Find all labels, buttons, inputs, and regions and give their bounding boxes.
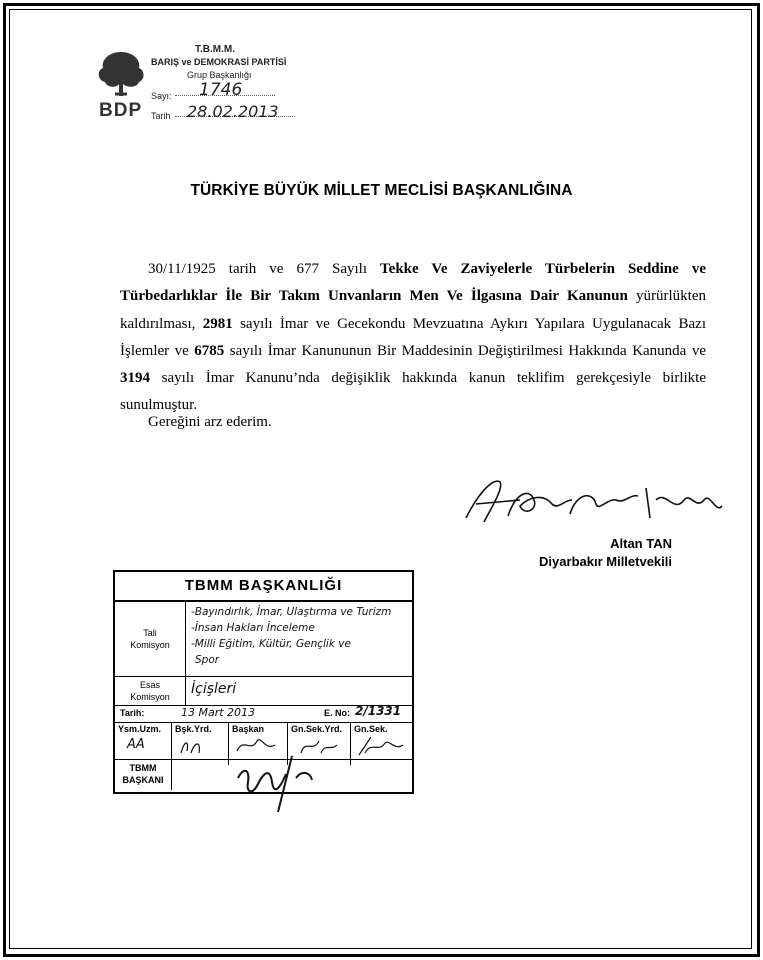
tarih-value: 28.02.2013 <box>187 102 279 121</box>
group-office: Grup Başkanlığı <box>187 70 252 80</box>
stamp-tarih-value: 13 Mart 2013 <box>181 706 256 719</box>
tali-entry-2: -İnsan Hakları İnceleme <box>191 622 315 634</box>
bdp-logo-text: BDP <box>99 100 143 121</box>
party-name: BARIŞ ve DEMOKRASİ PARTİSİ <box>151 57 287 67</box>
document-body <box>120 256 706 420</box>
sayi-label: Sayı: <box>151 91 172 101</box>
ysm-cell: Ysm.Uzm. AA <box>115 723 172 765</box>
sayi-value: 1746 <box>199 80 243 100</box>
esas-komisyon-row <box>115 677 412 706</box>
esas-komisyon-label: Esas Komisyon <box>130 680 170 702</box>
baskan-cell: Başkan <box>229 723 288 765</box>
tarih-row <box>115 706 412 723</box>
tbmm-label: T.B.M.M. <box>195 44 235 55</box>
signer-block <box>497 535 672 571</box>
tbmm-baskani-label: TBMM BAŞKANI <box>122 763 164 785</box>
party-header <box>95 40 315 130</box>
signer-name: Altan TAN <box>610 536 672 551</box>
tarih-label: Tarih <box>151 111 171 121</box>
tali-komisyon-label: Tali Komisyon <box>130 628 170 650</box>
body-paragraph: 30/11/1925 tarih ve 677 Sayılı Tekke Ve Zaviyelerle Türbelerin Seddine ve Türbedarlıklar İle Bir Takım Unvanların Men Ve İlgasına Dair Kanunun yürürlükten kaldırılması, 2981 sayılı İmar ve Gecekondu Mevzuatına Aykırı Yapılara Uygulanacak Bazı İşlemler ve 6785 sayılı İmar Kanununun Bir Maddesinin Değiştirilmesi Hakkında Kanunda ve 3194 sayılı İmar Kanunu’nda değişiklik hakkında kanun teklifim gerekçesiyle birlikte sunulmuştur. <box>120 261 707 414</box>
tali-entry-4: Spor <box>195 654 220 666</box>
gnsek-cell: Gn.Sek. <box>354 724 388 734</box>
closing-line: Gereğini arz ederim. <box>148 414 272 430</box>
tali-komisyon-row <box>115 602 412 677</box>
stamp-tarih-label: Tarih: <box>120 708 145 718</box>
stamp-title: TBMM BAŞKANLIĞI <box>115 572 412 602</box>
tree-logo-icon <box>95 48 147 98</box>
eno-label: E. No: <box>324 708 350 718</box>
ysm-value: AA <box>127 737 145 752</box>
gnsek-yrd-cell: Gn.Sek.Yrd. <box>288 723 351 765</box>
handwritten-signature <box>460 470 730 530</box>
bsk-yrd-cell: Bşk.Yrd. <box>172 723 229 765</box>
president-signature <box>230 748 320 818</box>
document-title: TÜRKİYE BÜYÜK MİLLET MECLİSİ BAŞKANLIĞINA <box>190 182 573 199</box>
signer-role: Diyarbakır Milletvekili <box>539 554 672 569</box>
esas-komisyon-value: İçişleri <box>191 681 237 697</box>
tali-entry-1: -Bayındırlık, İmar, Ulaştırma ve Turizm <box>191 606 392 618</box>
eno-value: 2/1331 <box>355 704 402 718</box>
tali-entry-3: -Milli Eğitim, Kültür, Gençlik ve <box>191 638 351 650</box>
